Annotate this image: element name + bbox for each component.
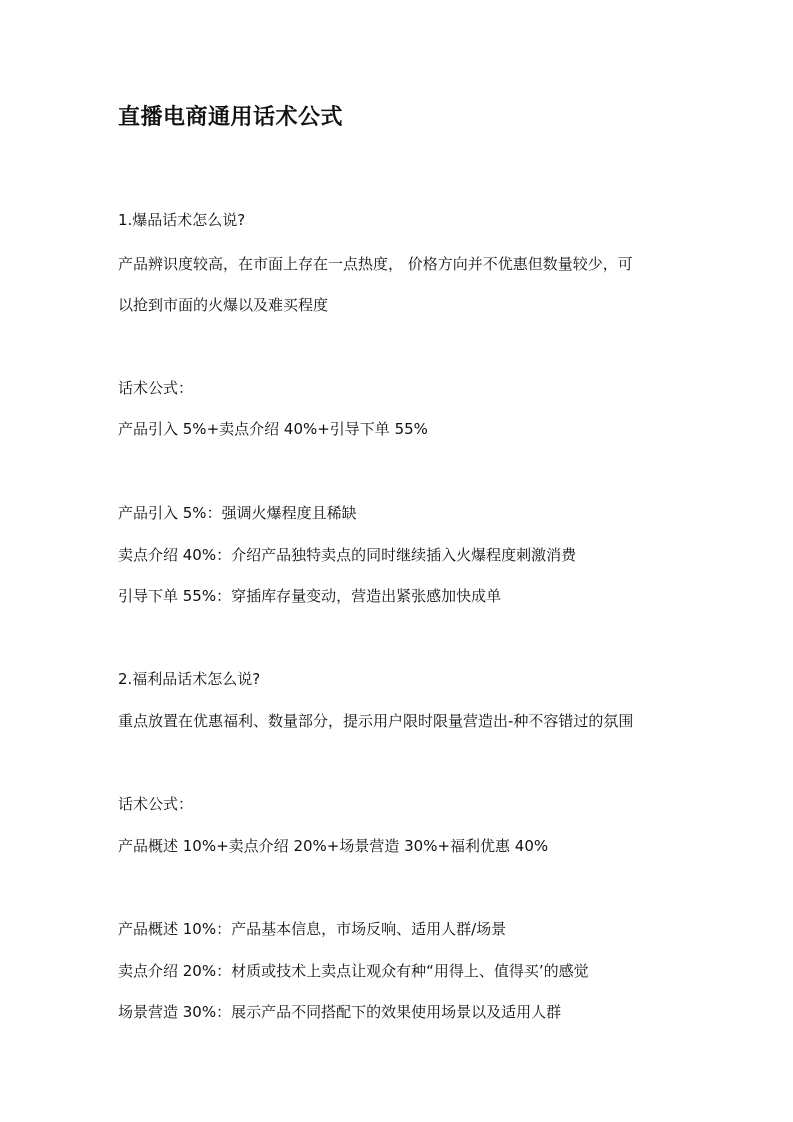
- formula-detail-line: 卖点介绍 20%：材质或技术上卖点让观众有种“用得上、值得买’的感觉: [118, 962, 589, 980]
- formula-line: 产品引入 5%+卖点介绍 40%+引导下单 55%: [118, 420, 428, 438]
- paragraph-line: 产品辨识度较高，在市面上存在一点热度， 价格方向并不优惠但数量较少，可: [118, 255, 633, 273]
- paragraph-line: 以抢到市面的火爆以及难买程度: [118, 296, 329, 314]
- formula-detail-line: 卖点介绍 40%：介绍产品独特卖点的同时继续插入火爆程度刺激消费: [118, 546, 577, 564]
- formula-detail-line: 产品概述 10%：产品基本信息，市场反响、适用人群/场景: [118, 920, 507, 938]
- section-heading-hot-product: 1.爆品话术怎么说?: [118, 211, 246, 229]
- paragraph-line: 重点放置在优惠福利、数量部分，提示用户限时限量营造出-种不容错过的氛围: [118, 712, 634, 730]
- formula-label: 话术公式：: [118, 795, 194, 813]
- document-title: 直播电商通用话术公式: [118, 105, 344, 130]
- formula-line: 产品概述 10%+卖点介绍 20%+场景营造 30%+福利优惠 40%: [118, 837, 549, 855]
- section-heading-welfare-product: 2.福利品话术怎么说?: [118, 670, 261, 688]
- formula-label: 话术公式：: [118, 379, 194, 397]
- formula-detail-line: 引导下单 55%：穿插库存量变动，营造出紧张感加快成单: [118, 587, 502, 605]
- formula-detail-line: 产品引入 5%：强调火爆程度且稀缺: [118, 504, 357, 522]
- formula-detail-line: 场景营造 30%：展示产品不同搭配下的效果使用场景以及适用人群: [118, 1003, 562, 1021]
